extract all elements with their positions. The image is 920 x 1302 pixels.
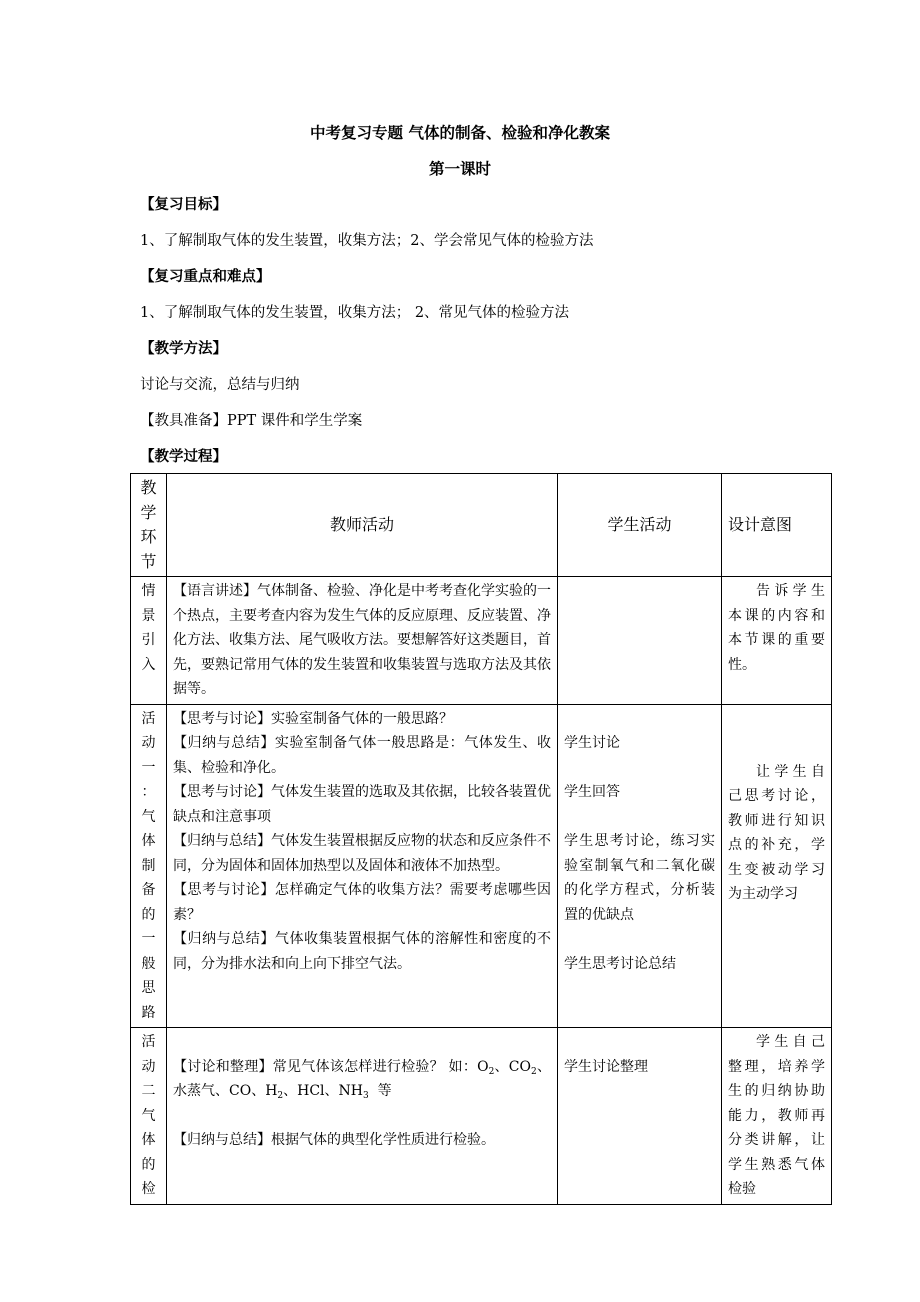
stage-char: 般 [141, 955, 156, 972]
row3-stage-cell [131, 1028, 167, 1205]
gas-formula: 、HCl、NH [283, 1083, 363, 1099]
stage-char: 制 [141, 857, 156, 874]
student-paragraph: 学生思考讨论，练习实验室制氧气和二氧化碳的化学方程式，分析装置的优缺点 [564, 833, 715, 923]
process-heading: 【教学过程】 [140, 449, 227, 465]
stage-char: 体 [141, 1132, 156, 1148]
goal-heading: 【复习目标】 [140, 197, 227, 213]
row1-design-intent: 告诉学生本课的内容和本节课的重要性。 [722, 577, 832, 705]
row3-student-activity [558, 1028, 722, 1205]
tools-line [140, 409, 362, 430]
stage-char: 二 [141, 1083, 156, 1099]
row2-design-intent [722, 704, 832, 1028]
header-stage-cell [131, 474, 167, 577]
key-text: 1、了解制取气体的发生装置，收集方法； 2、常见气体的检验方法 [140, 305, 570, 321]
lesson-subtitle: 第一课时 [428, 160, 491, 178]
teacher-paragraph: 【思考与讨论】气体发生装置的选取及其依据，比较各装置优缺点和注意事项 [173, 784, 551, 825]
stage-char: 一 [141, 759, 156, 776]
method-heading: 【教学方法】 [140, 341, 227, 357]
row1-student-activity [558, 577, 722, 705]
intent-paragraph: 让学生自己思考讨论，教师进行知识点的补充，学生变被动学习为主动学习 [728, 763, 825, 902]
row3-design-intent: 学生自己整理，培养学生的归纳协助能力，教师再分类讲解，让学生熟悉气体检验 [722, 1028, 832, 1205]
teacher-paragraph: 【归纳与总结】气体发生装置根据反应物的状态和反应条件不同，分为固体和固体加热型以及固体和液体不加热型。 [173, 833, 551, 874]
stage-char: 思 [141, 980, 156, 996]
stage-char: 情 [141, 583, 156, 599]
goal-text: 1、了解制取气体的发生装置，收集方法；2、学会常见气体的检验方法 [140, 233, 594, 249]
teacher-text: 【讨论和整理】常见气体该怎样进行检验？ 如： [173, 1058, 478, 1075]
stage-char: 检 [141, 1181, 156, 1197]
teacher-paragraph: 【归纳与总结】气体收集装置根据气体的溶解性和密度的不同，分为排水法和向上向下排空气法。 [173, 931, 551, 972]
subscript: 2 [531, 1066, 537, 1077]
teaching-process-table [130, 473, 832, 1205]
stage-char: 备 [141, 882, 156, 898]
row1-teacher-activity: 【语言讲述】气体制备、检验、净化是中考考查化学实验的一个热点，主要考查内容为发生气体的反应原理、反应装置、净化方法、收集方法、尾气吸收方法。要想解答好这类题目，首先，要熟记常用气体的发生装置和收集装置与选取方法及其依据等。 [167, 577, 558, 705]
gas-formula: 、CO [494, 1058, 531, 1075]
subscript: 3 [363, 1091, 369, 1101]
teacher-paragraph [173, 1055, 551, 1104]
document-title: 中考复习专题 气体的制备、检验和净化教案 [310, 124, 610, 142]
header-stage-char: 教 [140, 478, 157, 497]
stage-char: 引 [141, 632, 156, 648]
header-stage-char: 节 [140, 551, 157, 571]
stage-char: 体 [141, 833, 156, 849]
stage-char: 的 [141, 906, 156, 923]
gas-formula: 、水蒸气、CO、H [173, 1058, 551, 1099]
student-paragraph: 学生回答 [564, 784, 620, 800]
row1-stage-cell [131, 577, 167, 705]
stage-char: 动 [141, 1058, 156, 1075]
stage-char: 动 [141, 735, 156, 751]
stage-char: 活 [141, 1034, 156, 1050]
method-text: 讨论与交流，总结与归纳 [140, 377, 300, 393]
teacher-paragraph: 【归纳与总结】实验室制备气体一般思路是：气体发生、收集、检验和净化。 [173, 735, 551, 776]
tools-heading: 【教具准备】 [140, 413, 227, 429]
stage-char: ： [141, 784, 156, 800]
table-header-row [131, 474, 832, 577]
stage-char: 气 [141, 808, 156, 825]
header-teacher-activity: 教师活动 [167, 474, 558, 577]
header-stage-char: 学 [140, 502, 157, 522]
gas-formula: 等 [368, 1083, 392, 1099]
stage-char: 活 [141, 710, 156, 727]
stage-char: 入 [141, 656, 156, 673]
table-row-activity-two [131, 1028, 832, 1205]
stage-char: 的 [141, 1156, 156, 1173]
row2-student-activity [558, 704, 722, 1028]
gas-formula: O [477, 1058, 489, 1075]
row2-stage-cell [131, 704, 167, 1028]
student-paragraph: 学生讨论整理 [564, 1058, 648, 1075]
stage-char: 景 [141, 607, 156, 624]
header-student-activity: 学生活动 [558, 474, 722, 577]
student-paragraph: 学生思考讨论总结 [564, 955, 676, 972]
row2-teacher-activity [167, 704, 558, 1028]
stage-char: 气 [141, 1107, 156, 1124]
teacher-paragraph: 【思考与讨论】实验室制备气体的一般思路？ [173, 710, 453, 727]
stage-char: 一 [141, 931, 156, 947]
table-row-activity-one [131, 704, 832, 1028]
table-row-intro [131, 577, 832, 705]
row3-teacher-activity [167, 1028, 558, 1205]
teacher-paragraph: 【归纳与总结】根据气体的典型化学性质进行检验。 [173, 1132, 495, 1148]
header-design-intent: 设计意图 [722, 474, 832, 577]
subscript: 2 [488, 1066, 495, 1077]
header-stage-char: 环 [140, 527, 157, 546]
student-paragraph: 学生讨论 [564, 735, 620, 751]
stage-char: 路 [141, 1004, 156, 1021]
subscript: 2 [277, 1091, 284, 1101]
tools-text: PPT 课件和学生学案 [227, 413, 363, 429]
teacher-paragraph: 【思考与讨论】怎样确定气体的收集方法？需要考虑哪些因素？ [173, 882, 551, 923]
key-heading: 【复习重点和难点】 [140, 269, 271, 285]
